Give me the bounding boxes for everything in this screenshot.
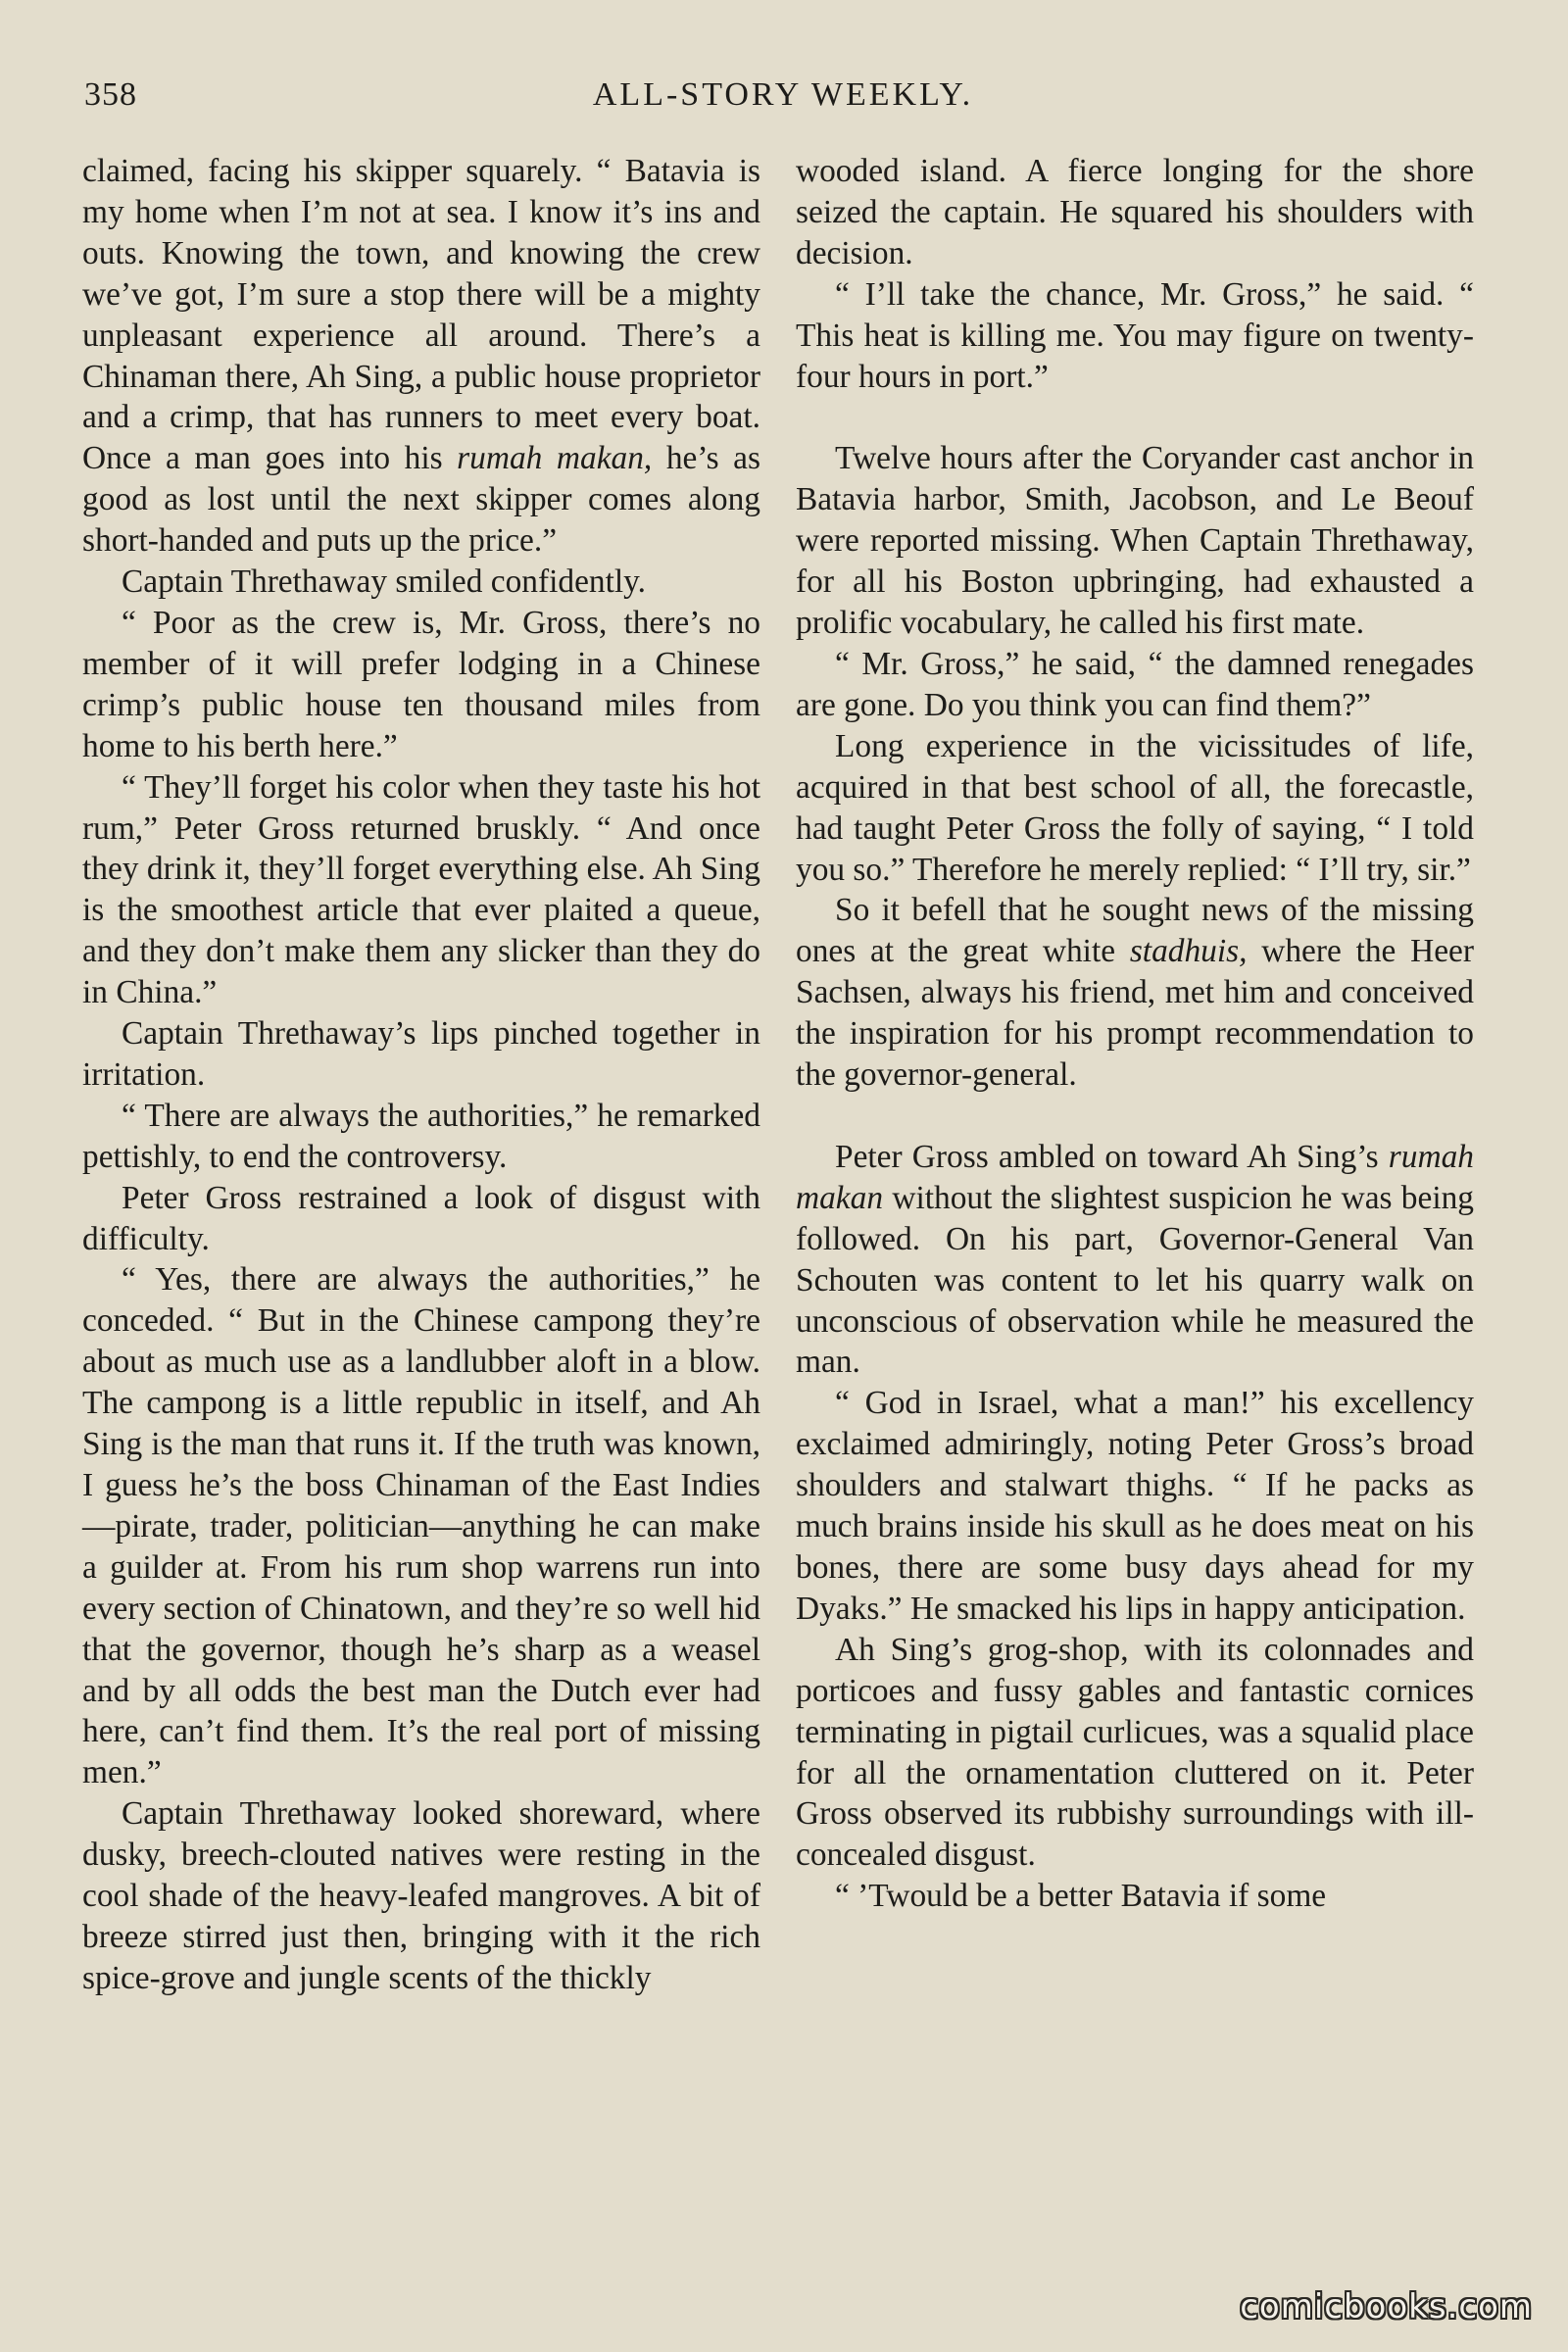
- page-header: [84, 76, 1482, 125]
- paragraph: Peter Gross ambled on toward Ah Sing’s rumah makan without the slightest suspicion he was being followed. On his part, Governor-General Van Schouten was content to let his quarry walk on unconscious of observation while he measured the man.: [796, 1138, 1474, 1381]
- right-column: [796, 151, 1474, 1917]
- italic-phrase: rumah makan: [796, 1138, 1474, 1216]
- page-number: 358: [84, 76, 137, 113]
- paragraph: Captain Threthaway smiled confidently.: [122, 564, 647, 601]
- italic-phrase: rumah makan,: [457, 440, 653, 477]
- watermark-logo[interactable]: comicbooks.com: [1240, 2287, 1533, 2327]
- paragraph: Twelve hours after the Coryander cast anchor in Batavia harbor, Smith, Jacobson, and Le Beouf were reported missing. When Captain Threthaway, for all his Boston upbringing, had exhausted a prolific vocabulary, he called his first mate.: [796, 440, 1474, 642]
- paragraph: “ I’ll take the chance, Mr. Gross,” he said. “ This heat is killing me. You may figure on twenty-four hours in port.”: [796, 275, 1474, 395]
- paragraph: “ They’ll forget his color when they taste his hot rum,” Peter Gross returned bruskly. “ And once they drink it, they’ll forget everything else. Ah Sing is the smoothest article that ever plaited a queue, and they don’t make them any slicker than they do in China.”: [82, 768, 760, 1011]
- paragraph: So it befell that he sought news of the missing ones at the great white stadhuis, where the Heer Sachsen, always his friend, met him and conceived the inspiration for his prompt recommendation to the governor-general.: [796, 892, 1474, 1094]
- paragraph: “ Poor as the crew is, Mr. Gross, there’s no member of it will prefer lodging in a Chinese crimp’s public house ten thousand miles from home to his berth here.”: [82, 604, 760, 764]
- paragraph: claimed, facing his skipper squarely. “ Batavia is my home when I’m not at sea. I know it’s ins and outs. Knowing the town, and knowing the crew we’ve got, I’m sure a stop there will be a mighty unpleasant experience all around. There’s a Chinaman there, Ah Sing, a public house proprietor and a crimp, that has runners to meet every boat. Once a man goes into his rumah makan, he’s as good as lost until the next skipper comes along short-handed and puts up the price.”: [82, 153, 760, 560]
- paragraph: “ ’Twould be a better Batavia if some: [835, 1878, 1327, 1915]
- paragraph: “ God in Israel, what a man!” his excellency exclaimed admiringly, noting Peter Gross’s broad shoulders and stalwart thighs. “ If he packs as much brains inside his skull as he does meat on his bones, there are some busy days ahead for my Dyaks.” He smacked his lips in happy anticipation.: [796, 1385, 1474, 1627]
- italic-phrase: stadhuis,: [1129, 933, 1248, 970]
- running-head: ALL-STORY WEEKLY.: [592, 76, 974, 113]
- paragraph: Captain Threthaway looked shoreward, where dusky, breech-clouted natives were resting in the cool shade of the heavy-leafed mangroves. A bit of breeze stirred just then, bringing with it the rich spice-grove and jungle scents of the thickly: [82, 1795, 760, 1996]
- paragraph: Peter Gross restrained a look of disgust with difficulty.: [82, 1179, 760, 1257]
- paragraph: Long experience in the vicissitudes of life, acquired in that best school of all, the forecastle, had taught Peter Gross the folly of saying, “ I told you so.” Therefore he merely replied: “ I’ll try, sir.”: [796, 727, 1474, 888]
- paragraph: Ah Sing’s grog-shop, with its colonnades and porticoes and fussy gables and fantastic cornices terminating in pigtail curlicues, was a squalid place for all the ornamentation cluttered on it. Peter Gross observed its rubbishy surroundings with ill-concealed disgust.: [796, 1631, 1474, 1874]
- paragraph: “ There are always the authorities,” he remarked pettishly, to end the controversy.: [82, 1097, 760, 1175]
- paragraph: Captain Threthaway’s lips pinched together in irritation.: [82, 1015, 760, 1093]
- left-column: [82, 151, 760, 1999]
- paragraph: wooded island. A fierce longing for the shore seized the captain. He squared his shoulders with decision.: [796, 153, 1474, 271]
- paragraph: “ Mr. Gross,” he said, “ the damned renegades are gone. Do you think you can find them?”: [796, 645, 1474, 723]
- paragraph: “ Yes, there are always the authorities,” he conceded. “ But in the Chinese campong they’re about as much use as a landlubber aloft in a blow. The campong is a little republic in itself, and Ah Sing is the man that runs it. If the truth was known, I guess he’s the boss Chinaman of the East Indies—pirate, trader, politician—anything he can make a guilder at. From his rum shop warrens run into every section of Chinatown, and they’re so well hid that the governor, though he’s sharp as a weasel and by all odds the best man the Dutch ever had here, can’t find them. It’s the real port of missing men.”: [82, 1261, 760, 1791]
